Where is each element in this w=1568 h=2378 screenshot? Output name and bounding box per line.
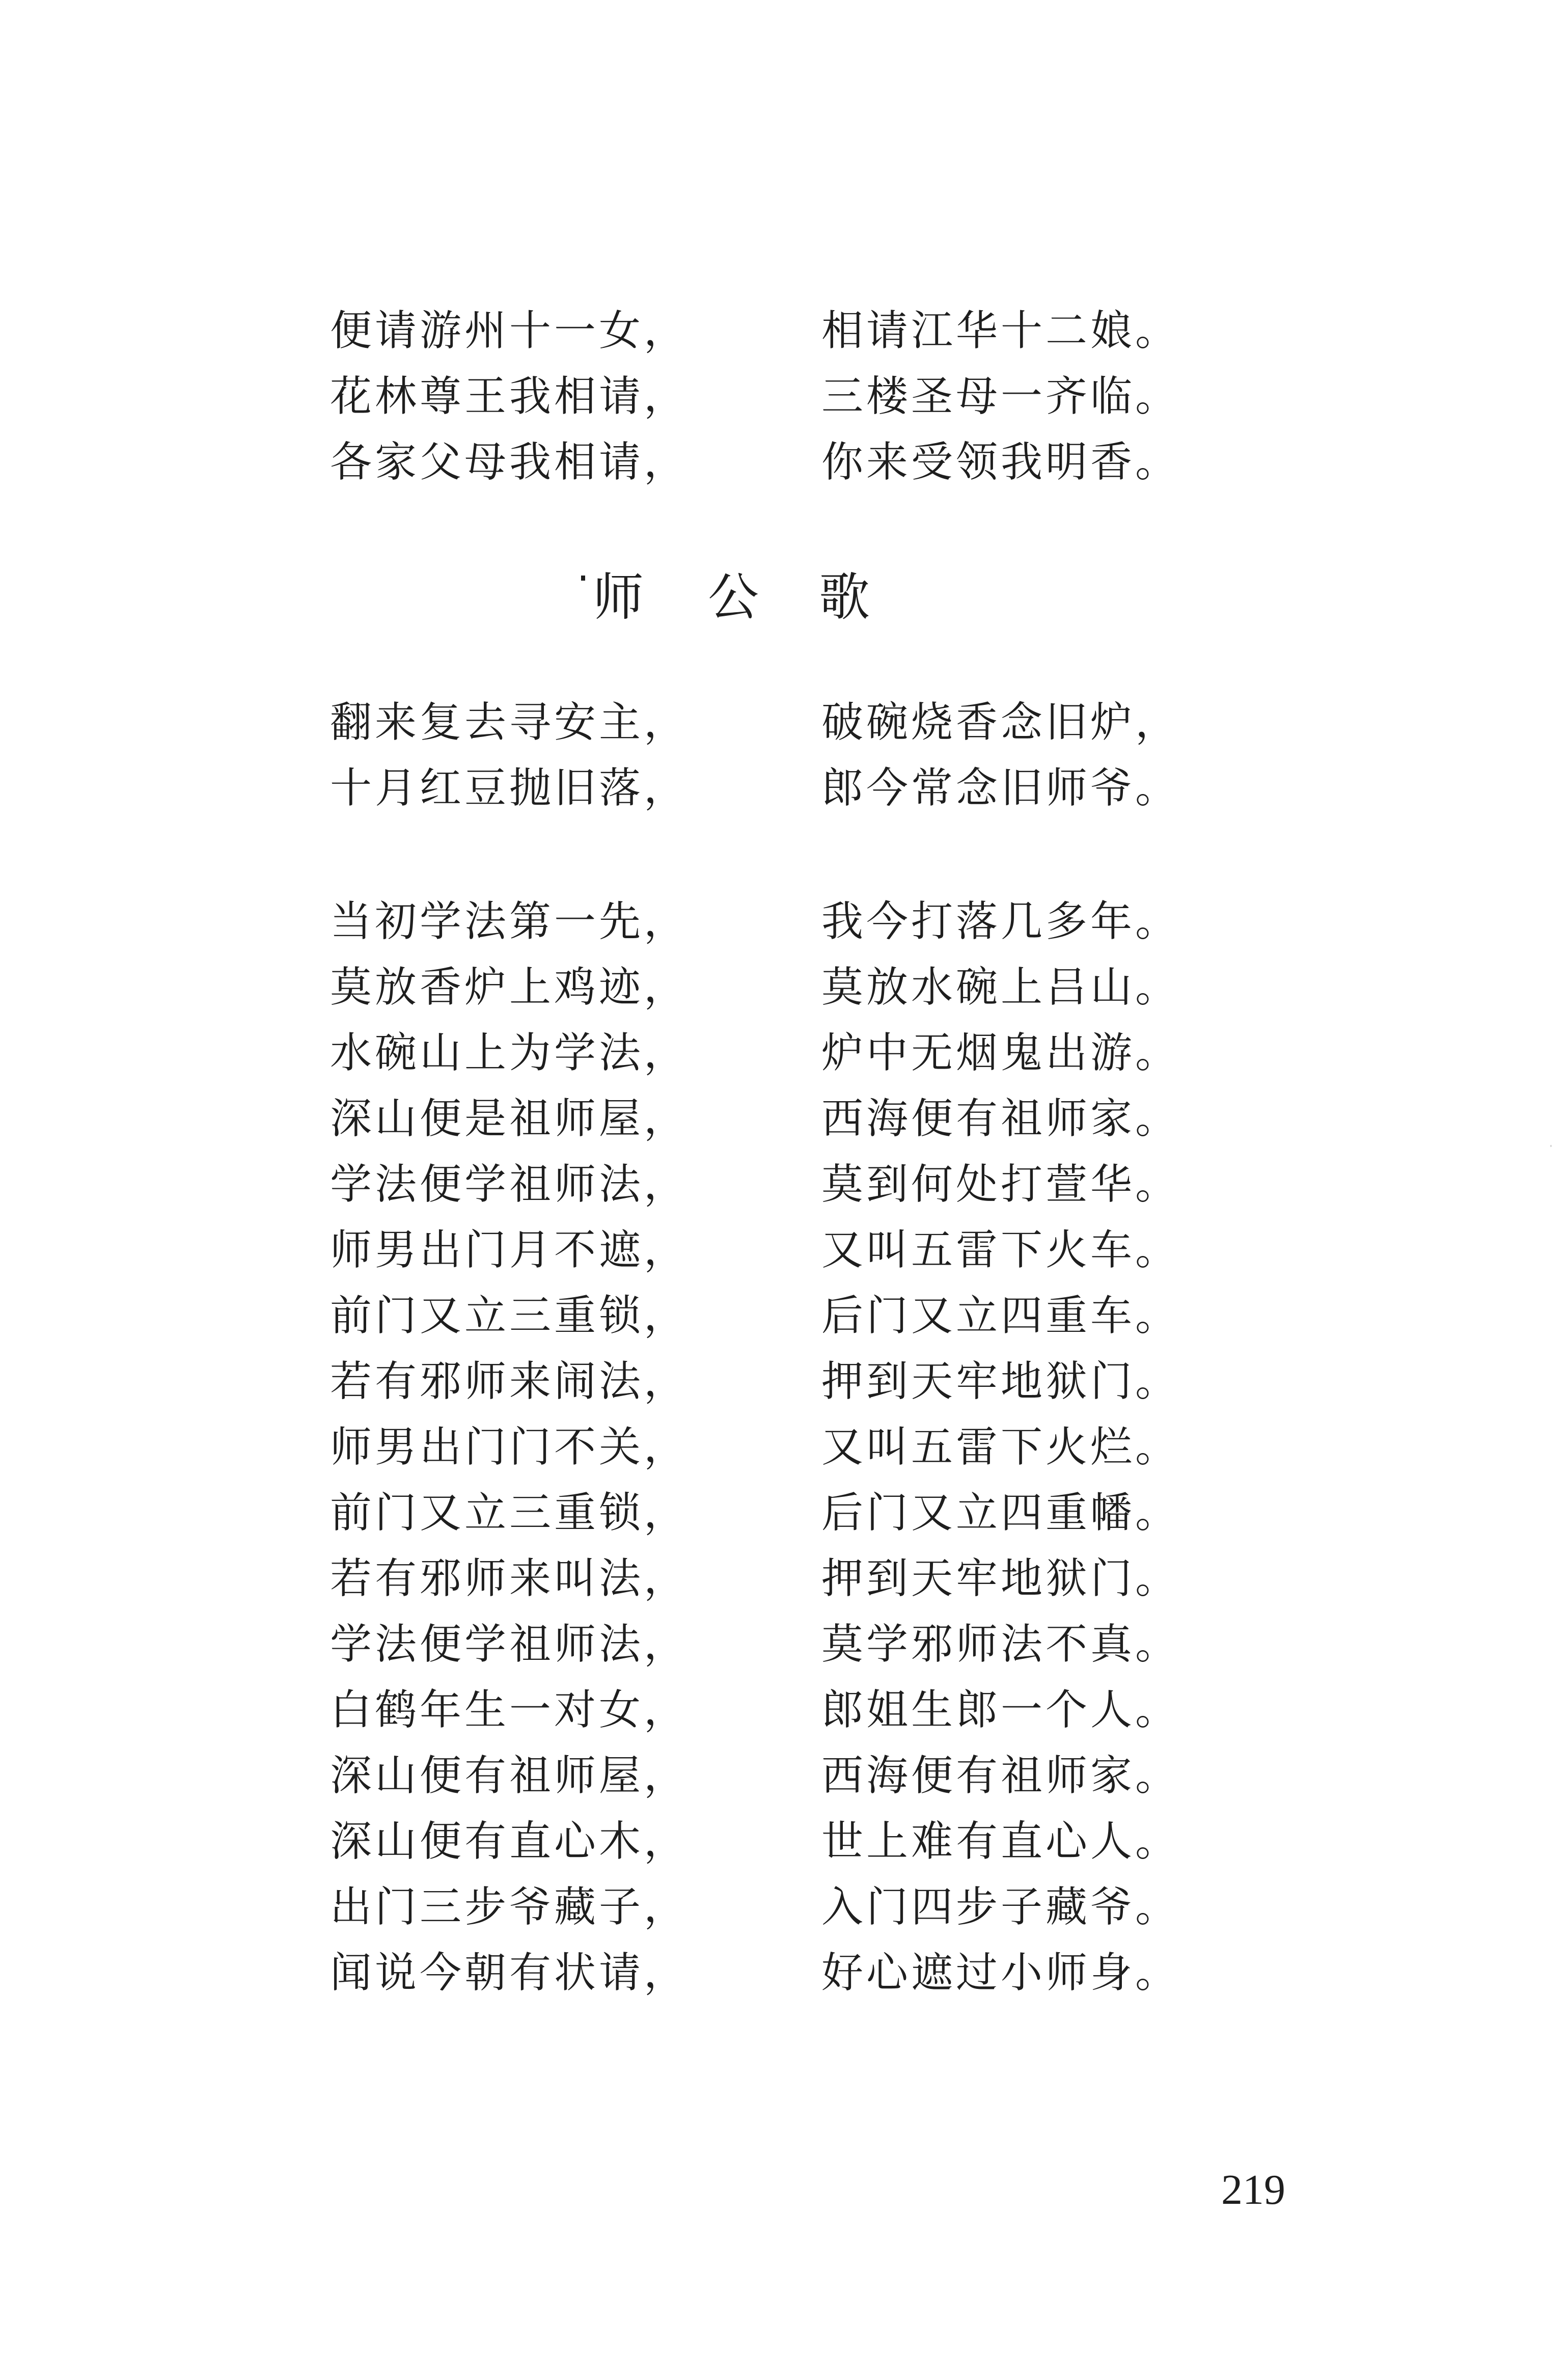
verse-row <box>0 1611 1568 1677</box>
verse-line-left: 当初学法第一先， <box>330 897 689 946</box>
verse-line-right: 后门又立四重车。 <box>821 1292 1180 1340</box>
verse-line-right: 你来受领我明香。 <box>821 438 1180 486</box>
verse-line-left: 前门又立三重锁， <box>330 1292 689 1340</box>
verse-line-right: 莫到何处打萱华。 <box>821 1160 1180 1209</box>
verse-line-right: 莫学邪师法不真。 <box>821 1620 1180 1669</box>
verse-line-right: 又叫五雷下火烂。 <box>821 1423 1180 1471</box>
verse-line-right: 后门又立四重幡。 <box>821 1489 1180 1537</box>
verse-line-left: 学法便学祖师法， <box>330 1160 689 1209</box>
verse-row <box>0 1743 1568 1809</box>
verse-row <box>0 1677 1568 1743</box>
verse-line-right: 西海便有祖师家。 <box>821 1095 1180 1143</box>
verse-line-right: 三楼圣母一齐临。 <box>821 372 1180 421</box>
verse-line-left: 师男出门月不遮， <box>330 1226 689 1274</box>
verse-line-left: 各家父母我相请， <box>330 438 689 486</box>
verse-row <box>0 429 1568 495</box>
verse-line-left: 深山便是祖师屋， <box>330 1095 689 1143</box>
verse-line-right: 郎姐生郎一个人。 <box>821 1686 1180 1734</box>
verse-row <box>0 298 1568 364</box>
verse-line-left: 若有邪师来闹法， <box>330 1357 689 1406</box>
stanza-opening <box>0 690 1568 821</box>
verse-line-right: 好心遮过小师身。 <box>821 1949 1180 1997</box>
verse-line-right: 郎今常念旧师爷。 <box>821 764 1180 812</box>
verse-line-right: 押到天牢地狱门。 <box>821 1357 1180 1406</box>
verse-line-left: 白鹤年生一对女， <box>330 1686 689 1734</box>
verse-row <box>0 755 1568 821</box>
verse-line-right: 破碗烧香念旧炉， <box>821 698 1180 747</box>
verse-row <box>0 1283 1568 1349</box>
verse-row <box>0 1217 1568 1283</box>
title-char: 公 <box>708 567 759 627</box>
verse-line-right: 押到天牢地狱门。 <box>821 1554 1180 1603</box>
verse-line-left: 莫放香炉上鸡迹， <box>330 963 689 1012</box>
verse-line-left: 翻来复去寻安主， <box>330 698 689 747</box>
verse-row <box>0 954 1568 1020</box>
verse-line-left: 若有邪师来叫法， <box>330 1554 689 1603</box>
verse-row <box>0 1152 1568 1217</box>
verse-line-left: 深山便有祖师屋， <box>330 1752 689 1800</box>
stanza-intro <box>0 298 1568 495</box>
verse-row <box>0 1349 1568 1414</box>
page-number: 219 <box>1221 2166 1285 2213</box>
verse-row <box>0 364 1568 429</box>
verse-line-right: 炉中无烟鬼出游。 <box>821 1029 1180 1077</box>
verse-row <box>0 1414 1568 1480</box>
verse-line-right: 相请江华十二娘。 <box>821 307 1180 355</box>
song-title <box>0 559 1568 636</box>
title-char: 歌 <box>819 567 870 627</box>
stanza-main <box>0 889 1568 2006</box>
verse-line-left: 出门三步爷藏子， <box>330 1883 689 1931</box>
verse-line-right: 又叫五雷下火车。 <box>821 1226 1180 1274</box>
verse-line-right: 入门四步子藏爷。 <box>821 1883 1180 1931</box>
verse-line-left: 前门又立三重锁， <box>330 1489 689 1537</box>
verse-row <box>0 889 1568 954</box>
verse-row <box>0 1940 1568 2006</box>
verse-row <box>0 1480 1568 1546</box>
verse-line-left: 学法便学祖师法， <box>330 1620 689 1669</box>
verse-line-left: 水碗山上为学法， <box>330 1029 689 1077</box>
title-char: 师 <box>593 567 644 627</box>
verse-line-left: 花林尊王我相请， <box>330 372 689 421</box>
verse-row <box>0 690 1568 755</box>
verse-line-right: 我今打落几多年。 <box>821 897 1180 946</box>
verse-row <box>0 1809 1568 1874</box>
verse-line-right: 莫放水碗上吕山。 <box>821 963 1180 1012</box>
verse-line-left: 闻说今朝有状请， <box>330 1949 689 1997</box>
verse-row <box>0 1086 1568 1152</box>
verse-line-left: 十月红豆抛旧落， <box>330 764 689 812</box>
verse-line-left: 便请游州十一女， <box>330 307 689 355</box>
verse-row <box>0 1874 1568 1940</box>
verse-line-left: 深山便有直心木， <box>330 1817 689 1866</box>
verse-line-left: 师男出门门不关， <box>330 1423 689 1471</box>
verse-row <box>0 1020 1568 1086</box>
paper-speck <box>1550 1145 1552 1147</box>
verse-row <box>0 1546 1568 1611</box>
verse-line-right: 西海便有祖师家。 <box>821 1752 1180 1800</box>
verse-line-right: 世上难有直心人。 <box>821 1817 1180 1866</box>
